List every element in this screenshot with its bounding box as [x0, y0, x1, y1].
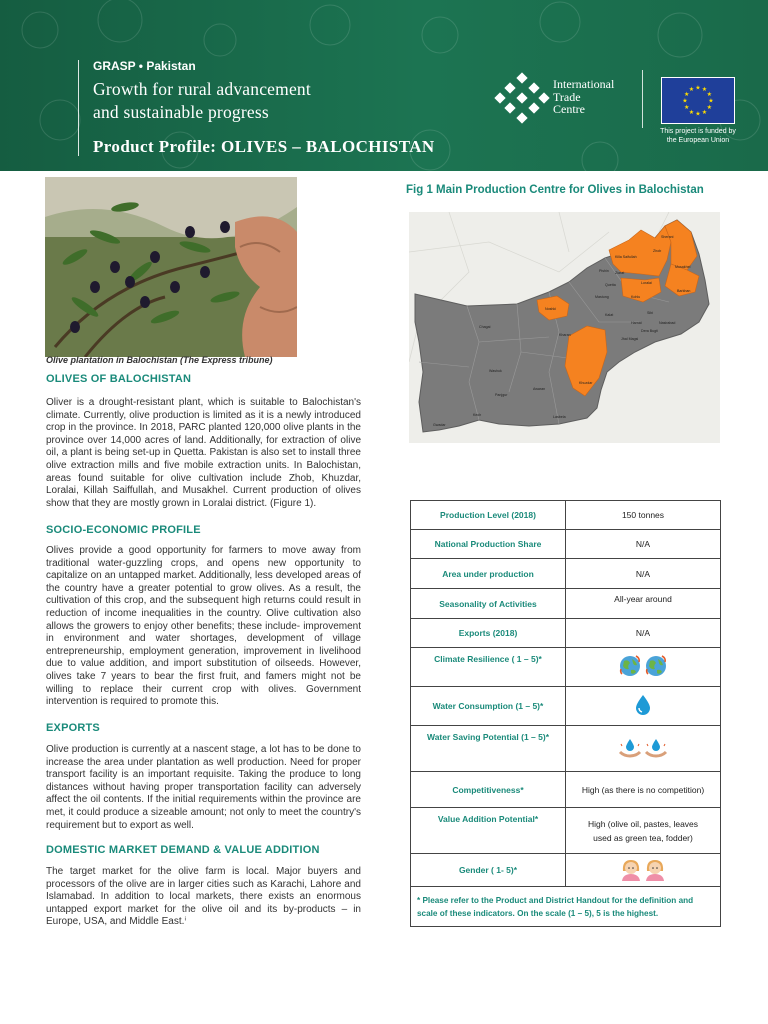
text-domestic-market: The target market for the olive farm is local. Major buyers and processors of the olive are in larger cities such as Karachi, Lahore and Islamabad. In addition to local markets, there exists an enormous untapped export market for the olive oil and its by-products – in Europe, USA, and Middle East.ⁱ	[46, 866, 361, 928]
photo-caption: Olive plantation in Balochistan (The Express tribune)	[46, 355, 273, 365]
row-value: All-year around	[566, 589, 721, 619]
table-row	[411, 530, 721, 559]
product-profile-table	[410, 500, 721, 927]
row-label: Climate Resilience ( 1 – 5)*	[411, 648, 566, 687]
eu-star-icon: ★	[695, 85, 701, 92]
eu-star-icon: ★	[682, 98, 688, 105]
row-label: Gender ( 1- 5)*	[411, 854, 566, 887]
balochistan-map	[409, 212, 720, 443]
district-label: Kohlu	[631, 295, 641, 299]
text-exports: Olive production is currently at a nascent stage, a lot has to be done to increase the area under plantation as well production. Need for proper transport facility is an important requisite. Taking the produce to long distances without having proper transportation facility can adversely affect the oil contents. If the initial requirements within the province are met, it could produce a sizeable amount; not only to meet the country's requirement but to export as well.	[46, 744, 361, 831]
row-value	[566, 687, 721, 726]
eu-funding-note	[650, 128, 746, 145]
eu-star-icon: ★	[706, 105, 712, 111]
district-label: Zhob	[653, 249, 662, 253]
district-label: Nasirabad	[659, 321, 676, 325]
district-label: Dera Bugti	[641, 329, 658, 333]
table-row	[411, 854, 721, 887]
district-label: Sibi	[647, 311, 653, 315]
woman-icon	[644, 857, 666, 881]
table-row	[411, 559, 721, 589]
heading-socio-economic: SOCIO-ECONOMIC PROFILE	[46, 524, 201, 536]
table-footnote	[411, 887, 721, 927]
water-drop-icon	[634, 694, 652, 716]
eu-star-icon: ★	[695, 111, 701, 118]
district-label: Khuzdar	[579, 381, 593, 385]
row-label: Exports (2018)	[411, 619, 566, 648]
water-consumption-rating	[634, 694, 652, 716]
row-label: Water Saving Potential (1 – 5)*	[411, 726, 566, 772]
itc-line-3: Centre	[553, 102, 585, 116]
row-label: Seasonality of Activities	[411, 589, 566, 619]
table-row	[411, 772, 721, 808]
map-svg	[409, 212, 720, 443]
program-tagline	[93, 78, 413, 124]
district-label: Quetta	[605, 283, 616, 287]
eu-note-line-2: the European Union	[666, 136, 730, 144]
hands-water-icon	[644, 736, 668, 760]
row-value: N/A	[566, 530, 721, 559]
footnote-line-2: scale of these indicators. On the scale (1 – 5), 5 is the highest.	[417, 908, 659, 918]
eu-star-icon: ★	[701, 109, 708, 116]
district-label: Gwadar	[433, 423, 446, 427]
hands-water-icon	[618, 736, 642, 760]
table-row	[411, 619, 721, 648]
text-olives: Oliver is a drought-resistant plant, which is suitable to Balochistan's climate. Currently, olive production is limited as it is a newly introduced crop in the province. In 2018, PARC planted 120,000 olive plants in the province over 14,000 acres of land. Additionally, for extraction of olive oil, a plant is being set-up in Quetta. Pakistan is also set to install three olive extraction mills and five mobile extraction units. In Balochistan, areas found suitable for olive cultivation include Zhob, Khuzdar, Loralai, Killah Saiffullah, and Musakhel. Current production of olives show that they are mostly grown in Loralai district. (Figure 1).	[46, 397, 361, 509]
district-label: Lasbela	[553, 415, 566, 419]
itc-logo-icon	[494, 72, 550, 124]
heading-domestic-market: DOMESTIC MARKET DEMAND & VALUE ADDITION	[46, 844, 320, 856]
table-row	[411, 687, 721, 726]
eu-star-icon: ★	[701, 87, 708, 94]
eu-note-line-1: This project is funded by	[660, 128, 736, 135]
row-label: Water Consumption (1 – 5)*	[411, 687, 566, 726]
table-row	[411, 887, 721, 927]
footnote-line-1: * Please refer to the Product and District Handout for the definition and	[417, 895, 694, 905]
row-value: 150 tonnes	[566, 501, 721, 530]
table-row	[411, 648, 721, 687]
eu-star-icon: ★	[706, 92, 712, 98]
row-value-line-1: High (olive oil, pastes, leaves	[587, 818, 699, 829]
row-value	[566, 808, 721, 854]
row-value	[566, 648, 721, 687]
itc-wordmark	[553, 78, 614, 116]
district-label: Mastung	[595, 295, 609, 299]
district-label: Barkhan	[677, 289, 691, 293]
table-row	[411, 726, 721, 772]
eu-flag-icon	[661, 77, 735, 124]
table-row	[411, 501, 721, 530]
district-label: Pishin	[599, 269, 609, 273]
eu-star-icon: ★	[708, 98, 714, 105]
header-banner	[0, 0, 768, 171]
row-value: High (as there is no competition)	[566, 772, 721, 808]
district-label: Harnai	[631, 321, 642, 325]
row-label: Area under production	[411, 559, 566, 589]
program-country: GRASP • Pakistan	[93, 59, 196, 73]
text-socio-economic: Olives provide a good opportunity for farmers to move away from traditional water-guzzling crops, and opens new opportunity to capitalize on an untapped market. Additionally, less developed areas of the country have a greater potential to grow olives. As a result, the cultivation of this crop, and the subsequent high returns could result in reduction of income inequalities in the country. Olive cultivation also allows the growers to enjoy other benefits; these include- improvement in environment and water shortages, development of village entrepreneurship, employment generation, improvement in livelihood due to value addition, and import substitution of oilseeds. However, olives take 7 years to bear the first fruit, and famers might not be willing to replace their current crop with olives. Government intervention is required to promote this.	[46, 545, 361, 708]
eu-star-icon: ★	[688, 87, 695, 94]
district-label: Sherani	[661, 235, 674, 239]
heading-exports: EXPORTS	[46, 722, 100, 734]
district-label: Kharan	[559, 333, 571, 337]
row-value-line-2: used as green tea, fodder)	[593, 832, 693, 843]
heading-olives: OLIVES OF BALOCHISTAN	[46, 373, 192, 385]
district-label: Noshki	[545, 307, 556, 311]
eu-star-icon: ★	[684, 105, 690, 111]
district-label: Killa Saifullah	[615, 255, 637, 259]
logo-divider	[642, 70, 643, 128]
row-value: N/A	[566, 559, 721, 589]
globe-icon	[644, 654, 668, 678]
table-row	[411, 808, 721, 854]
olive-photo	[45, 177, 297, 357]
tagline-line-2: and sustainable progress	[93, 102, 269, 122]
district-label: Ziarat	[615, 271, 625, 275]
woman-icon	[620, 857, 642, 881]
gender-rating	[620, 857, 666, 881]
row-label: National Production Share	[411, 530, 566, 559]
row-value	[566, 854, 721, 887]
tagline-line-1: Growth for rural advancement	[93, 79, 311, 99]
district-label: Kech	[473, 413, 482, 417]
district-label: Panjgur	[495, 393, 508, 397]
globe-icon	[618, 654, 642, 678]
row-label: Competitiveness*	[411, 772, 566, 808]
table-row	[411, 589, 721, 619]
header-divider	[78, 60, 79, 156]
itc-line-1: International	[553, 77, 615, 91]
district-label: Musakhel	[675, 265, 691, 269]
district-label: Washuk	[489, 369, 502, 373]
water-saving-rating	[618, 736, 668, 760]
page-title: Product Profile: OLIVES – BALOCHISTAN	[93, 137, 435, 156]
row-label: Value Addition Potential*	[411, 808, 566, 854]
row-value	[566, 726, 721, 772]
itc-line-2: Trade	[553, 89, 581, 104]
district-label: Loralai	[641, 281, 652, 285]
eu-star-icon: ★	[684, 92, 690, 98]
figure-title: Fig 1 Main Production Centre for Olives in Balochistan	[406, 184, 704, 196]
row-value: N/A	[566, 619, 721, 648]
row-label: Production Level (2018)	[411, 501, 566, 530]
climate-rating	[618, 654, 668, 678]
district-label: Jhal Magsi	[621, 337, 639, 341]
eu-star-icon: ★	[688, 109, 695, 116]
district-label: Chagai	[479, 325, 491, 329]
district-label: Kalat	[605, 313, 614, 317]
district-label: Awaran	[533, 387, 546, 391]
